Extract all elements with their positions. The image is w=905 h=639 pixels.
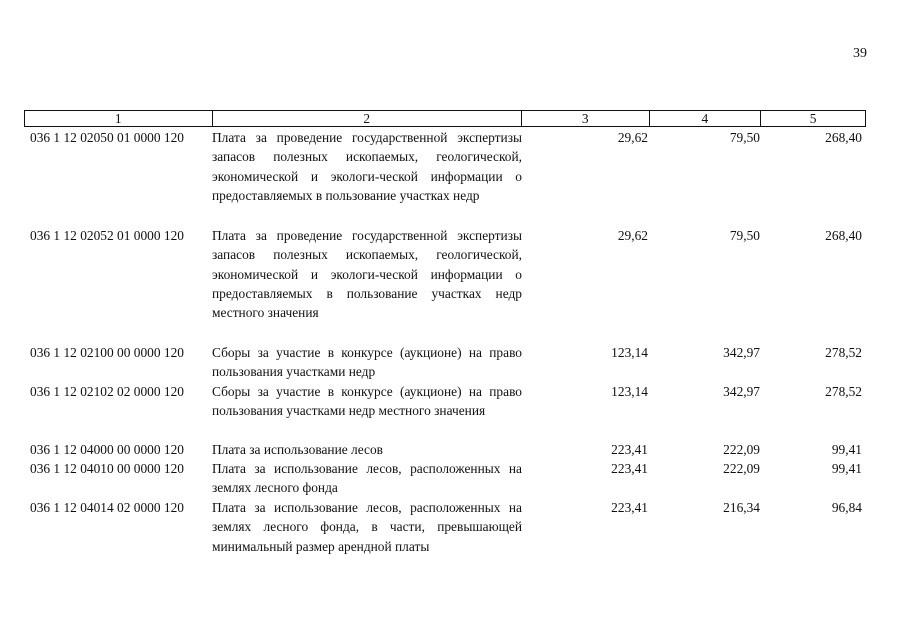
row-description: Плата за проведение государственной экспертизы запасов полезных ископаемых, геологической, экономической и экологи-ческой информации о предоставляемых в пользование участках недр: [212, 130, 522, 203]
row-code: 036 1 12 02100 00 0000 120: [30, 345, 184, 360]
header-col-5: 5: [809, 111, 817, 126]
row-description: Плата за использование лесов, расположенных на землях лесного фонда, в части, превышающей минимальный размер арендной платы: [212, 500, 522, 554]
table-row: [24, 382, 866, 421]
row-value-col3: 223,41: [611, 500, 648, 515]
row-value-col4: 216,34: [723, 500, 760, 515]
row-value-col5: 99,41: [831, 461, 862, 476]
row-code: 036 1 12 02050 01 0000 120: [30, 130, 184, 145]
row-value-col4: 342,97: [723, 384, 760, 399]
table-row: [24, 440, 866, 459]
row-code: 036 1 12 02102 02 0000 120: [30, 384, 184, 399]
header-col-1: 1: [25, 111, 213, 126]
row-code: 036 1 12 02052 01 0000 120: [30, 228, 184, 243]
row-description: Плата за использование лесов, расположенных на землях лесного фонда: [212, 461, 522, 496]
row-description: Плата за использование лесов: [212, 442, 383, 457]
table-row: [24, 343, 866, 382]
row-value-col3: 123,14: [611, 345, 648, 360]
row-code: 036 1 12 04000 00 0000 120: [30, 442, 184, 457]
row-description: Плата за проведение государственной экспертизы запасов полезных ископаемых, геологической, экономической и экологи-ческой информации о предоставляемых в пользование участках недр местного значения: [212, 228, 522, 321]
header-col-2: 2: [213, 111, 522, 126]
table-row: [24, 459, 866, 498]
table-row: [24, 498, 866, 556]
header-col-3: 3: [522, 111, 650, 126]
row-value-col5: 268,40: [825, 228, 862, 243]
row-value-col5: 96,84: [831, 500, 862, 515]
row-description: Сборы за участие в конкурсе (аукционе) на право пользования участками недр: [212, 345, 522, 380]
row-code: 036 1 12 04010 00 0000 120: [30, 461, 184, 476]
row-value-col4: 222,09: [723, 442, 760, 457]
table-header: [24, 110, 866, 127]
row-value-col5: 278,52: [825, 345, 862, 360]
row-value-col5: 99,41: [831, 442, 862, 457]
row-value-col4: 342,97: [723, 345, 760, 360]
row-value-col4: 79,50: [729, 130, 760, 145]
row-value-col3: 223,41: [611, 442, 648, 457]
row-value-col4: 79,50: [729, 228, 760, 243]
row-value-col4: 222,09: [723, 461, 760, 476]
row-value-col3: 123,14: [611, 384, 648, 399]
row-value-col5: 268,40: [825, 130, 862, 145]
row-value-col3: 223,41: [611, 461, 648, 476]
table-row: [24, 128, 866, 205]
row-value-col3: 29,62: [617, 228, 648, 243]
row-description: Сборы за участие в конкурсе (аукционе) на право пользования участками недр местного значения: [212, 384, 522, 419]
row-value-col3: 29,62: [617, 130, 648, 145]
row-code: 036 1 12 04014 02 0000 120: [30, 500, 184, 515]
table-row: [24, 226, 866, 322]
row-value-col5: 278,52: [825, 384, 862, 399]
page-number: 39: [853, 46, 867, 61]
header-col-4: 4: [650, 111, 762, 126]
